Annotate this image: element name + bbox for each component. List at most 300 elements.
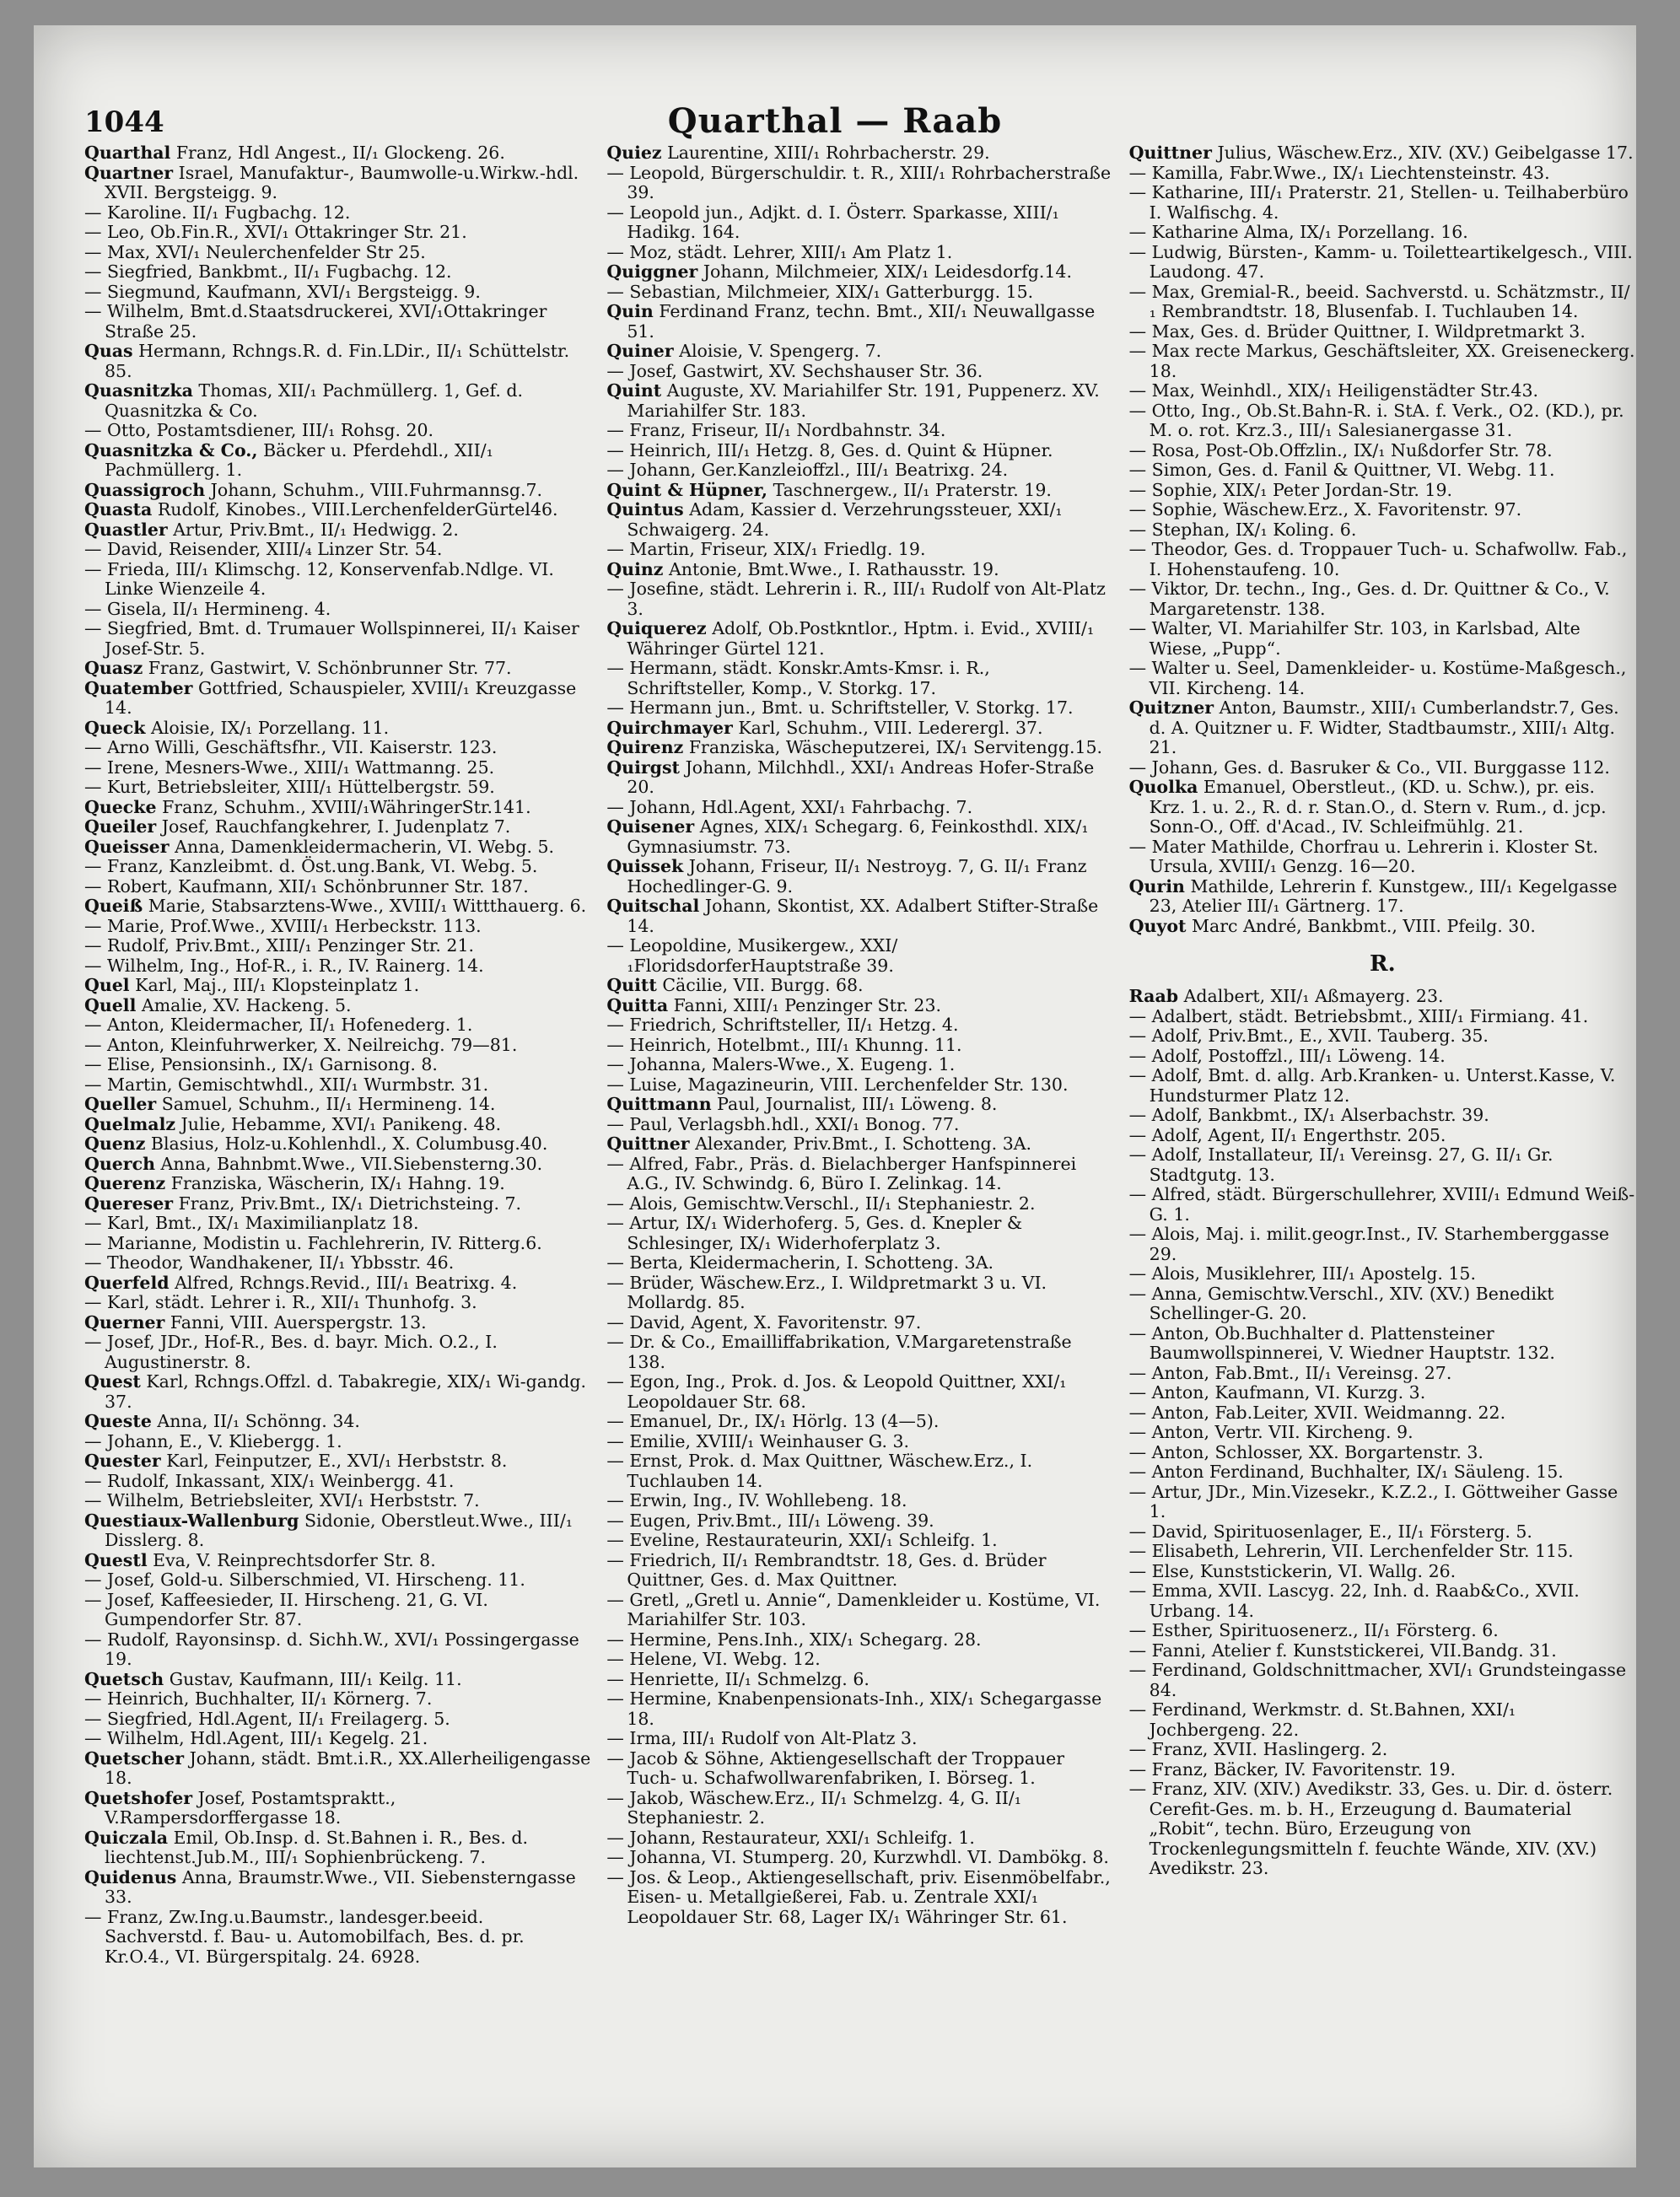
- entry-surname: Quirenz: [606, 737, 684, 757]
- entry-details: — Erwin, Ing., IV. Wohllebeng. 18.: [606, 1490, 907, 1510]
- entry-details: Emanuel, Oberstleut., (KD. u. Schw.), pr. eis. Krz. 1. u. 2., R. d. r. Stan.O., d. Stern v. Rum., d. jcp. Sonn-O., Off. d'Acad., IV. Schleifmühlg. 21.: [1149, 777, 1607, 837]
- directory-entry: [84, 1372, 591, 1412]
- directory-entry: [606, 1451, 1113, 1491]
- directory-entry: [606, 1491, 1113, 1511]
- directory-entry: [84, 837, 591, 858]
- entry-details: Alexander, Priv.Bmt., I. Schotteng. 3A.: [695, 1134, 1032, 1154]
- entry-details: Marie, Stabsarztens-Wwe., XVIII/₁ Wittthauerg. 6.: [148, 896, 587, 916]
- entry-details: — Alois, Gemischtw.Verschl., II/₁ Stephaniestr. 2.: [606, 1193, 1036, 1214]
- entry-details: — Elise, Pensionsinh., IX/₁ Garnisong. 8.: [84, 1054, 438, 1074]
- directory-entry: [606, 798, 1113, 818]
- entry-surname: Queste: [84, 1411, 152, 1431]
- directory-entry: [84, 1591, 591, 1630]
- column-3: [1129, 143, 1636, 2151]
- directory-entry: [606, 1828, 1113, 1849]
- directory-entry: [606, 1749, 1113, 1789]
- entry-details: — Luise, Magazineurin, VIII. Lerchenfelder Str. 130.: [606, 1074, 1069, 1095]
- entry-surname: Quirchmayer: [606, 717, 733, 738]
- entry-surname: Quitschal: [606, 896, 700, 916]
- entry-details: — Josef, Gastwirt, XV. Sechshauser Str. 36.: [606, 360, 983, 381]
- entry-surname: Quereser: [84, 1193, 174, 1214]
- entry-details: — Artur, IX/₁ Widerhoferg. 5, Ges. d. Knepler & Schlesinger, IX/₁ Widerhoferplatz 3.: [606, 1213, 1023, 1253]
- entry-details: — Anton, Ob.Buchhalter d. Plattensteiner Baumwollspinnerei, V. Wiedner Hauptstr. 132.: [1128, 1322, 1555, 1363]
- entry-details: Franziska, Wäscheputzerei, IX/₁ Servitengg.15.: [688, 737, 1103, 757]
- entry-surname: Queiler: [84, 816, 157, 837]
- entry-surname: Quatember: [84, 677, 193, 698]
- entry-details: — Moz, städt. Lehrer, XIII/₁ Am Platz 1.: [606, 241, 953, 262]
- entry-details: Aloisie, V. Spengerg. 7.: [679, 341, 882, 361]
- directory-entry: [84, 223, 591, 243]
- directory-entry: [84, 897, 591, 917]
- directory-entry: [606, 143, 1113, 164]
- directory-entry: [1129, 1700, 1636, 1740]
- entry-surname: Quell: [84, 994, 137, 1015]
- directory-entry: [606, 1015, 1113, 1036]
- entry-details: — Otto, Postamtsdiener, III/₁ Rohsg. 20.: [84, 420, 434, 440]
- entry-surname: Quetscher: [84, 1747, 185, 1769]
- directory-entry: [84, 1551, 591, 1571]
- directory-entry: [606, 719, 1113, 739]
- entry-details: — Sophie, Wäschew.Erz., X. Favoritenstr. 97.: [1128, 499, 1522, 520]
- entry-details: — Adolf, Agent, II/₁ Engerthstr. 205.: [1128, 1124, 1446, 1145]
- directory-entry: [1129, 481, 1636, 501]
- directory-entry: [606, 1630, 1113, 1650]
- entry-details: Blasius, Holz-u.Kohlenhdl., X. Columbusg.40.: [150, 1134, 548, 1154]
- directory-entry: [84, 936, 591, 956]
- directory-entry: [84, 1095, 591, 1115]
- directory-entry: [84, 1194, 591, 1214]
- entry-details: — Wilhelm, Betriebsleiter, XVI/₁ Herbststr. 7.: [84, 1490, 480, 1510]
- directory-entry: [1129, 381, 1636, 401]
- section-letter: R.: [1369, 951, 1396, 977]
- entry-surname: Quetsch: [84, 1668, 164, 1689]
- entry-details: — Else, Kunststickerin, VI. Wallg. 26.: [1128, 1560, 1457, 1581]
- entry-details: — Franz, Friseur, II/₁ Nordbahnstr. 34.: [606, 420, 946, 440]
- entry-details: — Friedrich, Schriftsteller, II/₁ Hetzg. 4.: [606, 1015, 959, 1035]
- directory-entry: [1129, 401, 1636, 441]
- directory-entry: [606, 1689, 1113, 1729]
- directory-entry: [606, 857, 1113, 897]
- directory-entry: [606, 1531, 1113, 1551]
- entry-details: — Egon, Ing., Prok. d. Jos. & Leopold Quittner, XXI/₁ Leopoldauer Str. 68.: [606, 1371, 1067, 1412]
- entry-details: — Mater Mathilde, Chorfrau u. Lehrerin i. Kloster St. Ursula, XVIII/₁ Genzg. 16—20.: [1128, 836, 1598, 876]
- directory-entry: [84, 1868, 591, 1908]
- entry-details: — Max, Weinhdl., XIX/₁ Heiligenstädter Str.43.: [1128, 380, 1538, 401]
- directory-entry: [606, 1214, 1113, 1253]
- directory-entry: [1129, 1780, 1636, 1879]
- entry-details: Anna, II/₁ Schönng. 34.: [157, 1411, 360, 1431]
- entry-details: — Max, Gremial-R., beeid. Sachverstd. u. Schätzmstr., II/₁ Rembrandtstr. 18, Blusenfab. I. Tuchlauben 14.: [1128, 281, 1630, 321]
- entry-surname: Quel: [84, 975, 130, 995]
- entry-details: — Walter u. Seel, Damenkleider- u. Kostüme-Maßgesch., VII. Kircheng. 14.: [1128, 658, 1627, 698]
- directory-entry: [606, 1095, 1113, 1115]
- directory-entry: [1129, 1145, 1636, 1185]
- directory-entry: [606, 262, 1113, 283]
- directory-entry: [1129, 283, 1636, 322]
- entry-details: — Otto, Ing., Ob.St.Bahn-R. i. StA. f. Verk., O2. (KD.), pr. M. o. rot. Krz.3., III/₁ Salesianergasse 31.: [1128, 400, 1624, 440]
- directory-entry: [606, 1789, 1113, 1828]
- entry-details: — Adolf, Bankbmt., IX/₁ Alserbachstr. 39.: [1128, 1105, 1489, 1125]
- directory-entry: [1129, 987, 1636, 1007]
- entry-surname: Queisser: [84, 836, 170, 857]
- directory-entry: [84, 857, 591, 877]
- directory-entry: [606, 936, 1113, 976]
- entry-surname: Quetshofer: [84, 1787, 193, 1808]
- entry-details: Paul, Journalist, III/₁ Löweng. 8.: [717, 1094, 998, 1114]
- entry-details: — Sebastian, Milchmeier, XIX/₁ Gatterburgg. 15.: [606, 281, 1034, 302]
- directory-entry: [606, 381, 1113, 421]
- directory-entry: [84, 956, 591, 977]
- directory-entry: [1129, 1740, 1636, 1760]
- directory-entry: [1129, 1047, 1636, 1067]
- directory-entry: [1129, 460, 1636, 481]
- directory-entry: [1129, 1284, 1636, 1324]
- entry-details: — Ferdinand, Werkmstr. d. St.Bahnen, XXI/₁ Jochbergeng. 22.: [1128, 1699, 1516, 1740]
- directory-entry: [1129, 1581, 1636, 1621]
- directory-entry: [1129, 500, 1636, 520]
- entry-details: — Ludwig, Bürsten-, Kamm- u. Toiletteartikelgesch., VIII. Laudong. 47.: [1128, 241, 1633, 282]
- entry-surname: Quittmann: [606, 1094, 712, 1114]
- entry-details: — Robert, Kaufmann, XII/₁ Schönbrunner Str. 187.: [84, 875, 529, 897]
- entry-details: Antonie, Bmt.Wwe., I. Rathausstr. 19.: [668, 558, 999, 579]
- directory-entry: [606, 659, 1113, 698]
- entry-details: Julie, Hebamme, XVI/₁ Panikeng. 48.: [180, 1113, 502, 1134]
- entry-details: — Emanuel, Dr., IX/₁ Hörlg. 13 (4—5).: [606, 1411, 940, 1431]
- directory-entry: [1129, 1106, 1636, 1126]
- entry-details: — Marie, Prof.Wwe., XVIII/₁ Herbeckstr. 113.: [84, 915, 482, 936]
- directory-entry: [606, 976, 1113, 996]
- entry-details: Cäcilie, VII. Burgg. 68.: [662, 975, 864, 995]
- entry-surname: Quitta: [606, 994, 669, 1015]
- directory-entry: [606, 1155, 1113, 1194]
- entry-details: — Max, Ges. d. Brüder Quittner, I. Wildpretmarkt 3.: [1128, 320, 1586, 342]
- entry-surname: Questl: [84, 1549, 148, 1570]
- entry-details: — Franz, Zw.Ing.u.Baumstr., landesger.beeid. Sachverstd. f. Bau- u. Automobilfach, Bes. d. pr. Kr.O.4., VI. Bürgerspitalg. 24. 6928.: [84, 1906, 525, 1967]
- directory-entry: [606, 1591, 1113, 1630]
- entry-details: — Anton, Kaufmann, VI. Kurzg. 3.: [1128, 1382, 1426, 1403]
- entry-details: — Jos. & Leop., Aktiengesellschaft, priv. Eisenmöbelfabr., Eisen- u. Metallgießerei, Fab. u. Zentrale XXI/₁ Leopoldauer Str. 68, Lager IX/₁ Währinger Str. 61.: [606, 1866, 1111, 1927]
- directory-entry: [84, 1274, 591, 1294]
- directory-entry: [606, 302, 1113, 342]
- directory-entry: [1129, 758, 1636, 778]
- entry-details: Franziska, Wäscherin, IX/₁ Hahng. 19.: [170, 1173, 505, 1193]
- entry-details: — Max, XVI/₁ Neulerchenfelder Str 25.: [84, 241, 426, 262]
- entry-details: — Anton, Kleidermacher, II/₁ Hofenederg. 1.: [84, 1015, 473, 1035]
- directory-entry: [606, 1650, 1113, 1670]
- entry-details: — Heinrich, III/₁ Hetzg. 8, Ges. d. Quint & Hüpner.: [606, 439, 1053, 460]
- column-2: [606, 143, 1113, 2151]
- directory-entry: [84, 1134, 591, 1155]
- entry-surname: Quint & Hüpner,: [606, 479, 768, 500]
- entry-details: Gustav, Kaufmann, III/₁ Keilg. 11.: [169, 1668, 462, 1689]
- directory-entry: [606, 481, 1113, 501]
- directory-entry: [1129, 243, 1636, 283]
- entry-details: Eva, V. Reinprechtsdorfer Str. 8.: [153, 1549, 436, 1570]
- directory-entry: [1129, 1661, 1636, 1700]
- entry-details: Samuel, Schuhm., II/₁ Hermineng. 14.: [161, 1094, 496, 1114]
- directory-entry: [606, 1194, 1113, 1214]
- entry-details: Anton, Baumstr., XIII/₁ Cumberlandstr.7, Ges. d. A. Quitzner u. F. Widter, Stadtbaumstr., XIII/₁ Altg. 21.: [1149, 697, 1619, 757]
- directory-entry: [84, 1670, 591, 1690]
- entry-details: — Artur, JDr., Min.Vizesekr., K.Z.2., I. Göttweiher Gasse 1.: [1128, 1481, 1618, 1521]
- entry-details: — Ernst, Prok. d. Max Quittner, Wäschew.Erz., I. Tuchlauben 14.: [606, 1451, 1033, 1491]
- directory-entry: [606, 1511, 1113, 1532]
- entry-details: — Hermann, städt. Konskr.Amts-Kmsr. i. R., Schriftsteller, Komp., V. Storkg. 17.: [606, 658, 990, 698]
- entry-surname: Querner: [84, 1311, 165, 1333]
- entry-surname: Quasta: [84, 499, 153, 520]
- entry-details: — Johann, Ger.Kanzleioffzl., III/₁ Beatrixg. 24.: [606, 460, 1009, 480]
- entry-details: — Friedrich, II/₁ Rembrandtstr. 18, Ges. d. Brüder Quittner, Ges. d. Max Quittner.: [606, 1549, 1047, 1590]
- entry-details: Agnes, XIX/₁ Schegarg. 6, Feinkosthdl. XIX/₁ Gymnasiumstr. 73.: [627, 816, 1089, 857]
- directory-entry: [1129, 1364, 1636, 1384]
- entry-details: Franz, Schuhm., XVIII/₁WähringerStr.141.: [162, 796, 531, 817]
- directory-entry: [606, 698, 1113, 719]
- directory-entry: [606, 441, 1113, 461]
- entry-surname: Querch: [84, 1153, 155, 1174]
- directory-entry: [606, 460, 1113, 481]
- entry-details: — Dr. & Co., Emailliffabrikation, V.Margaretenstraße 138.: [606, 1332, 1072, 1372]
- directory-entry: [84, 1015, 591, 1036]
- directory-entry: [1129, 579, 1636, 619]
- entry-details: — Esther, Spirituosenerz., II/₁ Försterg. 6.: [1128, 1620, 1499, 1640]
- entry-details: — Kurt, Betriebsleiter, XIII/₁ Hüttelbergstr. 59.: [84, 777, 495, 797]
- entry-details: — Adalbert, städt. Betriebsbmt., XIII/₁ Firmiang. 41.: [1128, 1005, 1589, 1026]
- directory-entry: [1129, 342, 1636, 381]
- entry-surname: Quitt: [606, 975, 657, 995]
- entry-details: — Anton, Fab.Bmt., II/₁ Vereinsg. 27.: [1128, 1362, 1452, 1383]
- entry-surname: Quenz: [84, 1134, 146, 1154]
- entry-details: — Martin, Gemischtwhdl., XII/₁ Wurmbstr. 31.: [84, 1074, 489, 1095]
- entry-details: — Irene, Mesners-Wwe., XIII/₁ Wattmanng. 25.: [84, 757, 495, 778]
- directory-entry: [1129, 1026, 1636, 1047]
- directory-entry: [84, 1412, 591, 1432]
- directory-entry: [606, 1274, 1113, 1313]
- entry-details: — Hermann jun., Bmt. u. Schriftsteller, V. Storkg. 17.: [606, 697, 1074, 718]
- entry-surname: Quyot: [1128, 915, 1187, 936]
- entry-surname: Quolka: [1128, 777, 1198, 797]
- entry-surname: Quastler: [84, 519, 168, 540]
- entry-details: — Katharine Alma, IX/₁ Porzellang. 16.: [1128, 222, 1468, 242]
- directory-entry: [1129, 1383, 1636, 1403]
- entry-details: — Gretl, „Gretl u. Annie“, Damenkleider u. Kostüme, VI. Mariahilfer Str. 103.: [606, 1589, 1101, 1629]
- entry-details: — Siegfried, Hdl.Agent, II/₁ Freilagerg. 5.: [84, 1708, 450, 1729]
- directory-entry: [84, 1729, 591, 1749]
- entry-details: Johann, städt. Bmt.i.R., XX.Allerheiligengasse 18.: [105, 1747, 591, 1788]
- entry-details: — Katharine, III/₁ Praterstr. 21, Stellen- u. Teilhaberbüro I. Walfischg. 4.: [1128, 182, 1629, 223]
- entry-surname: Quittner: [606, 1134, 690, 1154]
- directory-entry: [1129, 1483, 1636, 1522]
- entry-surname: Quint: [606, 380, 662, 401]
- directory-entry: [606, 1036, 1113, 1056]
- entry-details: Artur, Priv.Bmt., II/₁ Hedwigg. 2.: [173, 519, 459, 540]
- directory-entry: [84, 758, 591, 778]
- entry-surname: Quisener: [606, 816, 695, 837]
- entry-details: Karl, Maj., III/₁ Klopsteinplatz 1.: [135, 975, 420, 995]
- directory-entry: [84, 1313, 591, 1333]
- entry-details: — Johanna, Malers-Wwe., X. Eugeng. 1.: [606, 1054, 956, 1074]
- directory-entry: [606, 1333, 1113, 1372]
- directory-entry: [1129, 1542, 1636, 1562]
- directory-entry: [84, 520, 591, 541]
- entry-details: — Alois, Musiklehrer, III/₁ Apostelg. 15.: [1128, 1263, 1476, 1284]
- entry-details: Auguste, XV. Mariahilfer Str. 191, Puppenerz. XV. Mariahilfer Str. 183.: [627, 380, 1100, 421]
- directory-entry: [606, 342, 1113, 362]
- entry-details: — Franz, Bäcker, IV. Favoritenstr. 19.: [1128, 1758, 1457, 1780]
- directory-entry: [84, 1689, 591, 1710]
- entry-details: — Henriette, II/₁ Schmelzg. 6.: [606, 1668, 870, 1689]
- entry-details: — Sophie, XIX/₁ Peter Jordan-Str. 19.: [1128, 479, 1453, 500]
- entry-details: — David, Agent, X. Favoritenstr. 97.: [606, 1311, 922, 1333]
- entry-details: — Johann, E., V. Kliebergg. 1.: [84, 1430, 342, 1451]
- entry-details: Hermann, Rchngs.R. d. Fin.LDir., II/₁ Schüttelstr. 85.: [105, 341, 570, 381]
- entry-surname: Quin: [606, 301, 654, 321]
- directory-entry: [1129, 917, 1636, 937]
- directory-entry: [606, 996, 1113, 1016]
- directory-entry: [606, 1848, 1113, 1868]
- entry-details: — Anton, Vertr. VII. Kircheng. 9.: [1128, 1422, 1413, 1442]
- directory-entry: [84, 1432, 591, 1452]
- entry-details: — Wilhelm, Bmt.d.Staatsdruckerei, XVI/₁Ottakringer Straße 25.: [84, 301, 547, 342]
- entry-surname: Querenz: [84, 1173, 166, 1193]
- column-1: [84, 143, 591, 2151]
- directory-entry: [606, 1134, 1113, 1155]
- entry-details: — Max recte Markus, Geschäftsleiter, XX. Greiseneckerg. 18.: [1128, 341, 1635, 381]
- directory-entry: [84, 1570, 591, 1591]
- directory-entry: [1129, 1641, 1636, 1661]
- entry-details: Johann, Schuhm., VIII.Fuhrmannsg.7.: [210, 479, 543, 500]
- directory-entry: [84, 1174, 591, 1194]
- entry-surname: Quintus: [606, 499, 684, 520]
- directory-entry: [606, 164, 1113, 203]
- entry-surname: Querfeld: [84, 1272, 170, 1293]
- directory-entry: [84, 1511, 591, 1551]
- entry-details: — Josef, JDr., Hof-R., Bes. d. bayr. Mich. O.2., I. Augustinerstr. 8.: [84, 1332, 498, 1372]
- entry-details: — Helene, VI. Webg. 12.: [606, 1649, 821, 1669]
- entry-details: Mathilde, Lehrerin f. Kunstgew., III/₁ Kegelgasse 23, Atelier III/₁ Gärtnerg. 17.: [1149, 875, 1618, 916]
- directory-entry: [1129, 1522, 1636, 1543]
- entry-details: — Marianne, Modistin u. Fachlehrerin, IV. Ritterg.6.: [84, 1232, 542, 1253]
- directory-entry: [84, 719, 591, 739]
- directory-entry: [84, 560, 591, 600]
- entry-details: — Stephan, IX/₁ Koling. 6.: [1128, 519, 1357, 540]
- directory-entry: [84, 1710, 591, 1730]
- entry-details: Johann, Friseur, II/₁ Nestroyg. 7, G. II/₁ Franz Hochedlinger-G. 9.: [627, 856, 1087, 897]
- entry-details: — Viktor, Dr. techn., Ing., Ges. d. Dr. Quittner & Co., V. Margaretenstr. 138.: [1128, 579, 1610, 619]
- entry-details: Sidonie, Oberstleut.Wwe., III/₁ Disslerg. 8.: [105, 1510, 573, 1550]
- entry-details: — Martin, Friseur, XIX/₁ Friedlg. 19.: [606, 539, 926, 559]
- directory-entry: [606, 500, 1113, 540]
- entry-details: — Johann, Hdl.Agent, XXI/₁ Fahrbachg. 7.: [606, 796, 973, 817]
- directory-entry: [84, 262, 591, 283]
- entry-details: — Rudolf, Priv.Bmt., XIII/₁ Penzinger Str. 21.: [84, 935, 475, 956]
- directory-entry: [1129, 1126, 1636, 1146]
- directory-entry: [84, 342, 591, 381]
- entry-details: — Rosa, Post-Ob.Offzlin., IX/₁ Nußdorfer Str. 78.: [1128, 439, 1553, 460]
- entry-details: — Emma, XVII. Lascyg. 22, Inh. d. Raab&Co., XVII. Urbang. 14.: [1128, 1580, 1580, 1621]
- directory-entry: [84, 917, 591, 937]
- directory-entry: [84, 1451, 591, 1472]
- directory-entry: [1129, 223, 1636, 243]
- entry-surname: Quelmalz: [84, 1113, 175, 1134]
- directory-entry: [1129, 659, 1636, 698]
- directory-entry: [606, 897, 1113, 936]
- directory-entry: [1129, 540, 1636, 579]
- entry-details: — Anton, Fab.Leiter, XVII. Weidmanng. 22.: [1128, 1402, 1506, 1423]
- directory-entry: [84, 164, 591, 203]
- directory-entry: [84, 1036, 591, 1056]
- entry-details: Fanni, VIII. Auerspergstr. 13.: [170, 1311, 427, 1333]
- entry-details: Karl, Feinputzer, E., XVI/₁ Herbststr. 8.: [166, 1451, 508, 1471]
- directory-entry: [606, 1313, 1113, 1333]
- entry-surname: Quasnitzka: [84, 380, 193, 401]
- entry-details: — Irma, III/₁ Rudolf von Alt-Platz 3.: [606, 1728, 918, 1748]
- directory-entry: [84, 1214, 591, 1234]
- entry-details: Thomas, XII/₁ Pachmüllerg. 1, Gef. d. Quasnitzka & Co.: [105, 380, 524, 421]
- entry-details: — Gisela, II/₁ Hermineng. 4.: [84, 598, 331, 619]
- entry-details: Anna, Damenkleidermacherin, VI. Webg. 5.: [175, 836, 555, 857]
- entry-details: Taschnergew., II/₁ Praterstr. 19.: [773, 479, 1052, 500]
- directory-entry: [1129, 837, 1636, 877]
- entry-surname: Quitzner: [1128, 697, 1214, 718]
- entry-details: — Adolf, Postoffzl., III/₁ Löweng. 14.: [1128, 1045, 1446, 1066]
- entry-details: — Kamilla, Fabr.Wwe., IX/₁ Liechtensteinstr. 43.: [1128, 162, 1550, 183]
- directory-entry: [606, 619, 1113, 659]
- directory-entry: [84, 817, 591, 837]
- entry-details: Gottfried, Schauspieler, XVIII/₁ Kreuzgasse 14.: [105, 677, 577, 718]
- entry-details: — Adolf, Priv.Bmt., E., XVII. Tauberg. 35.: [1128, 1026, 1489, 1046]
- entry-details: Alfred, Rchngs.Revid., III/₁ Beatrixg. 4.: [175, 1272, 518, 1293]
- entry-surname: Raab: [1128, 986, 1179, 1006]
- entry-details: — Siegfried, Bmt. d. Trumauer Wollspinnerei, II/₁ Kaiser Josef-Str. 5.: [84, 618, 579, 659]
- entry-details: — Leo, Ob.Fin.R., XVI/₁ Ottakringer Str. 21.: [84, 222, 467, 242]
- entry-details: Anna, Braumstr.Wwe., VII. Siebensterngasse 33.: [105, 1866, 576, 1907]
- entry-details: — Anton, Schlosser, XX. Borgartenstr. 3.: [1128, 1441, 1483, 1462]
- directory-entry: [606, 243, 1113, 263]
- entry-surname: Quester: [84, 1451, 161, 1471]
- entry-details: Ferdinand Franz, techn. Bmt., XII/₁ Neuwallgasse 51.: [627, 301, 1096, 342]
- entry-details: — Karl, Bmt., IX/₁ Maximilianplatz 18.: [84, 1213, 419, 1233]
- directory-entry: [84, 243, 591, 263]
- directory-entry: [84, 798, 591, 818]
- entry-details: Johann, Skontist, XX. Adalbert Stifter-Straße 14.: [627, 896, 1099, 936]
- directory-entry: [1129, 1462, 1636, 1483]
- entry-details: Franz, Gastwirt, V. Schönbrunner Str. 77.: [148, 658, 512, 678]
- directory-entry: [1129, 1324, 1636, 1364]
- directory-entry: [84, 1234, 591, 1254]
- entry-details: — Alois, Maj. i. milit.geogr.Inst., IV. Starhemberggasse 29.: [1128, 1224, 1610, 1264]
- entry-details: — Rudolf, Inkassant, XIX/₁ Weinbergg. 41.: [84, 1470, 455, 1491]
- entry-details: — Simon, Ges. d. Fanil & Quittner, VI. Webg. 11.: [1128, 460, 1555, 480]
- entry-details: — Adolf, Bmt. d. allg. Arb.Kranken- u. Unterst.Kasse, V. Hundsturmer Platz 12.: [1128, 1065, 1616, 1106]
- directory-entry: [84, 203, 591, 223]
- entry-surname: Qurin: [1128, 875, 1185, 897]
- directory-page: [34, 25, 1636, 2167]
- entry-surname: Quarthal: [84, 143, 171, 163]
- entry-details: Rudolf, Kinobes., VIII.LerchenfelderGürtel46.: [157, 499, 558, 520]
- directory-entry: [606, 1253, 1113, 1274]
- entry-details: — David, Spirituosenlager, E., II/₁ Försterg. 5.: [1128, 1521, 1532, 1542]
- columns: [84, 143, 1636, 2151]
- entry-details: Josef, Postamtspraktt., V.Rampersdorffergasse 18.: [105, 1787, 396, 1828]
- directory-entry: [84, 421, 591, 441]
- directory-entry: [1129, 1621, 1636, 1641]
- entry-surname: Quas: [84, 341, 133, 361]
- entry-details: Franz, Priv.Bmt., IX/₁ Dietrichsteing. 7.: [178, 1193, 522, 1214]
- entry-surname: Quasnitzka & Co.,: [84, 439, 258, 460]
- entry-details: Amalie, XV. Hackeng. 5.: [141, 994, 352, 1015]
- entry-surname: Quittner: [1128, 143, 1212, 163]
- entry-details: — Ferdinand, Goldschnittmacher, XVI/₁ Grundsteingasse 84.: [1128, 1660, 1627, 1700]
